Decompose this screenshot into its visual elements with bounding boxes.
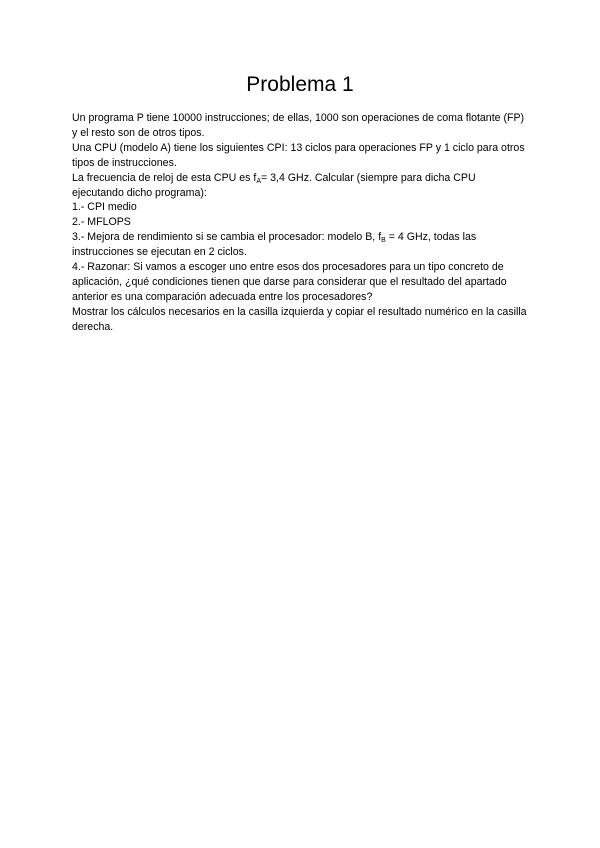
question-item-4: 4.- Razonar: Si vamos a escoger uno entre esos dos procesadores para un tipo concreto de aplicación, ¿qué condiciones tienen que darse para considerar que el resultado del apartado anterior es una comparación adecuada entre los procesadores? <box>72 261 507 303</box>
question-item-1: 1.- CPI medio <box>72 201 137 214</box>
question-item-3-subscript: B <box>381 237 386 245</box>
question-item-2: 2.- MFLOPS <box>72 216 131 229</box>
question-item-3 <box>72 230 530 260</box>
page-title: Problema 1 <box>246 73 354 96</box>
question-item-3-text-before: 3.- Mejora de rendimiento si se cambia el procesador: modelo B, f <box>72 231 382 244</box>
paragraph-instructions: Mostrar los cálculos necesarios en la casilla izquierda y copiar el resultado numérico en la casilla derecha. <box>72 305 527 333</box>
paragraph-clock-frequency <box>72 171 530 201</box>
paragraph-cpu-a-description: Una CPU (modelo A) tiene los siguientes CPI: 13 ciclos para operaciones FP y 1 ciclo para otros tipos de instrucciones. <box>72 141 525 169</box>
clock-frequency-subscript: A <box>256 177 261 185</box>
question-item-3-text-after: = 4 GHz, todas las instrucciones se ejecutan en 2 ciclos. <box>72 231 477 259</box>
problem-statement <box>72 111 530 335</box>
clock-frequency-text-before: La frecuencia de reloj de esta CPU es f <box>72 171 257 184</box>
paragraph-program-description: Un programa P tiene 10000 instrucciones; de ellas, 1000 son operaciones de coma flotante (FP) y el resto son de otros tipos. <box>72 112 525 139</box>
clock-frequency-text-after: = 3,4 GHz. Calcular (siempre para dicha CPU ejecutando dicho programa): <box>72 171 476 199</box>
